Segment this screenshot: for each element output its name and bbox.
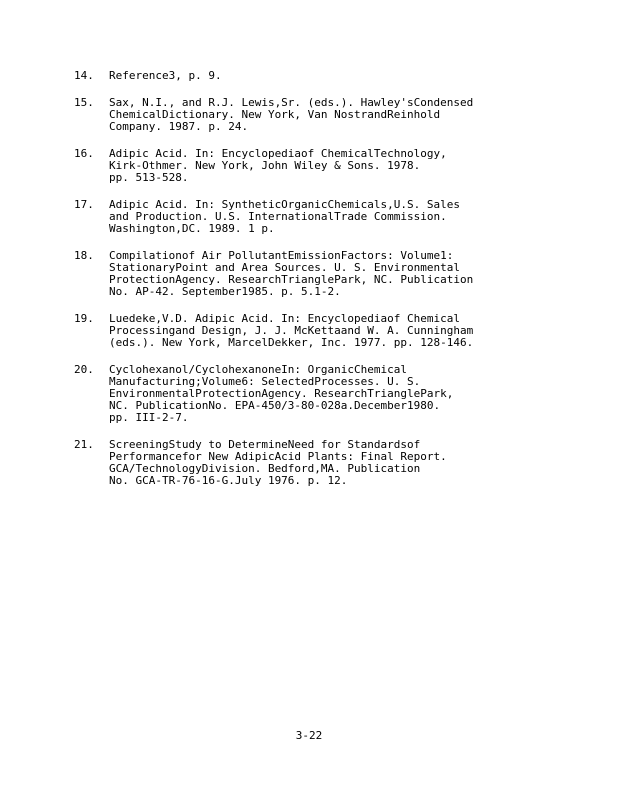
reference-line: ProtectionAgency. ResearchTrianglePark, NC. Publication <box>109 273 474 286</box>
reference-entry <box>74 250 574 298</box>
reference-entry <box>74 97 574 133</box>
reference-text <box>109 439 574 487</box>
reference-number: 15. <box>74 96 94 109</box>
reference-number: 16. <box>74 147 94 160</box>
reference-entry <box>74 199 574 235</box>
reference-line: StationaryPoint and Area Sources. U. S. Environmental <box>109 261 460 274</box>
reference-line: GCA/TechnologyDivision. Bedford,MA. Publication <box>109 462 421 475</box>
reference-line: Sax, N.I., and R.J. Lewis,Sr. (eds.). Hawley'sCondensed <box>109 96 474 109</box>
reference-number: 14. <box>74 69 94 82</box>
reference-line: ChemicalDictionary. New York, Van NostrandReinhold <box>109 108 441 121</box>
reference-number: 20. <box>74 363 94 376</box>
reference-line: (eds.). New York, MarcelDekker, Inc. 1977. pp. 128-146. <box>109 336 474 349</box>
reference-number: 21. <box>74 438 94 451</box>
reference-line: ScreeningStudy to DetermineNeed for Standardsof <box>109 438 421 451</box>
reference-text <box>109 70 574 82</box>
reference-number: 18. <box>74 249 94 262</box>
reference-line: No. AP-42. September1985. p. 5.1-2. <box>109 285 341 298</box>
reference-entry <box>74 70 574 82</box>
reference-line: NC. PublicationNo. EPA-450/3-80-028a.December1980. <box>109 399 441 412</box>
reference-line: pp. 513-528. <box>109 171 189 184</box>
reference-text <box>109 148 574 184</box>
reference-line: Company. 1987. p. 24. <box>109 120 249 133</box>
reference-line: Washington,DC. 1989. 1 p. <box>109 222 275 235</box>
reference-number: 17. <box>74 198 94 211</box>
reference-entry <box>74 439 574 487</box>
reference-text <box>109 97 574 133</box>
reference-text <box>109 199 574 235</box>
reference-line: Reference3, p. 9. <box>109 69 222 82</box>
reference-number: 19. <box>74 312 94 325</box>
reference-line: No. GCA-TR-76-16-G.July 1976. p. 12. <box>109 474 348 487</box>
reference-line: Adipic Acid. In: Encyclopediaof ChemicalTechnology, <box>109 147 447 160</box>
reference-line: pp. III-2-7. <box>109 411 189 424</box>
reference-entry <box>74 364 574 424</box>
reference-line: Processingand Design, J. J. McKettaand W. A. Cunningham <box>109 324 474 337</box>
reference-text <box>109 313 574 349</box>
reference-line: and Production. U.S. InternationalTrade Commission. <box>109 210 447 223</box>
reference-entry <box>74 313 574 349</box>
reference-line: Cyclohexanol/CyclohexanoneIn: OrganicChemical <box>109 363 408 376</box>
reference-entry <box>74 148 574 184</box>
reference-list <box>74 70 574 502</box>
page-number: 3-22 <box>295 729 323 742</box>
reference-text <box>109 250 574 298</box>
reference-line: Adipic Acid. In: SyntheticOrganicChemicals,U.S. Sales <box>109 198 460 211</box>
reference-line: Luedeke,V.D. Adipic Acid. In: Encyclopediaof Chemical <box>109 312 460 325</box>
reference-line: Performancefor New AdipicAcid Plants: Final Report. <box>109 450 447 463</box>
reference-text <box>109 364 574 424</box>
reference-line: Kirk-Othmer. New York, John Wiley & Sons. 1978. <box>109 159 421 172</box>
reference-line: Manufacturing;Volume6: SelectedProcesses. U. S. <box>109 375 421 388</box>
reference-line: Compilationof Air PollutantEmissionFactors: Volume1: <box>109 249 454 262</box>
reference-line: EnvironmentalProtectionAgency. ResearchTrianglePark, <box>109 387 454 400</box>
